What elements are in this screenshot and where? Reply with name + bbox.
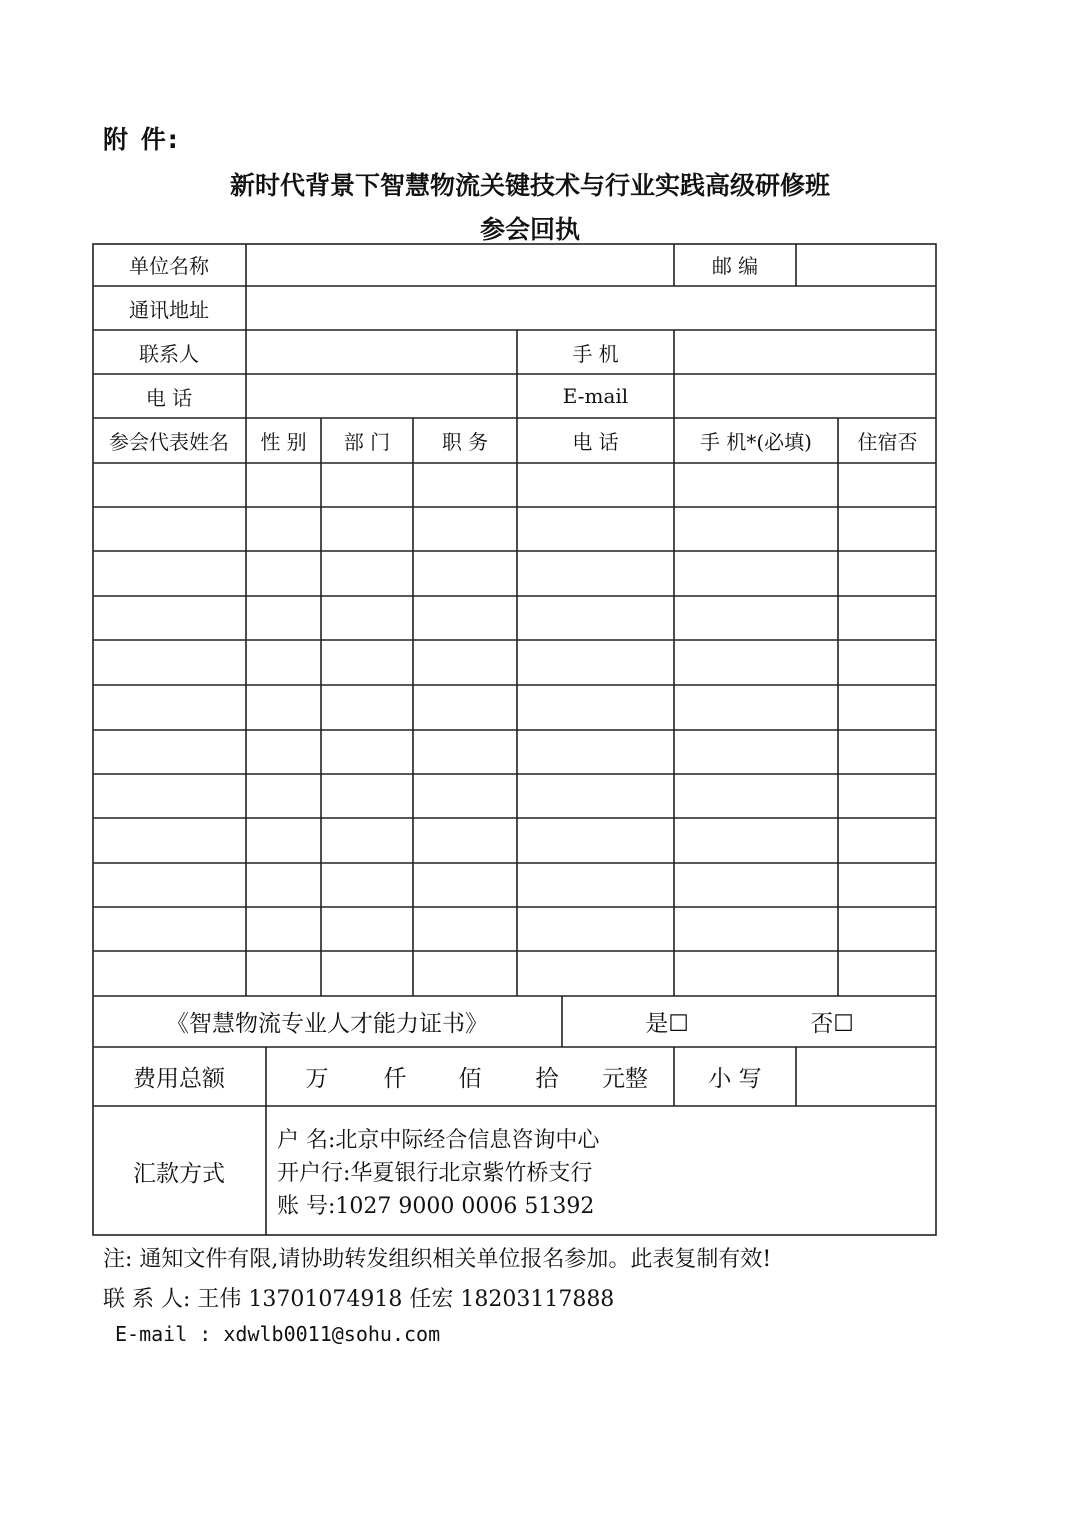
contact-field[interactable]: [246, 330, 517, 374]
mobile-field[interactable]: [674, 330, 937, 374]
certificate-label: 《智慧物流专业人才能力证书》: [166, 1011, 488, 1037]
account-name: 户 名:北京中际经合信息咨询中心: [277, 1128, 600, 1153]
postcode-field[interactable]: [796, 243, 937, 286]
label-fee-small: 小 写: [708, 1066, 762, 1092]
label-postcode: 邮 编: [711, 254, 759, 278]
label-address: 通讯地址: [129, 297, 209, 322]
certificate-no-checkbox[interactable]: 否☐: [810, 1011, 854, 1037]
fee-unit-bai: 佰: [458, 1066, 482, 1092]
delegate-rows[interactable]: [92, 463, 937, 996]
column-header: 住宿否: [857, 430, 918, 454]
column-header: 手 机*(必填): [700, 430, 812, 454]
fee-unit-qian: 仟: [383, 1066, 407, 1092]
fee-unit-shi: 拾: [535, 1066, 559, 1092]
fee-unit-wan: 万: [305, 1066, 329, 1092]
column-header: 电 话: [572, 430, 619, 454]
label-fee-total: 费用总额: [133, 1066, 225, 1092]
footer-contacts: 联 系 人: 王伟 13701074918 任宏 18203117888: [103, 1287, 615, 1312]
label-phone: 电 话: [145, 385, 193, 410]
document-title: 新时代背景下智慧物流关键技术与行业实践高级研修班: [229, 171, 830, 200]
attachment-label: 附 件:: [103, 125, 180, 154]
document-subtitle: 参会回执: [479, 215, 580, 244]
column-header: 性 别: [260, 430, 307, 454]
label-contact: 联系人: [139, 341, 199, 366]
label-mobile: 手 机: [572, 341, 619, 366]
label-email: E-mail: [562, 384, 629, 408]
label-payment-method: 汇款方式: [133, 1160, 225, 1187]
label-unit-name: 单位名称: [129, 254, 209, 278]
address-field[interactable]: [246, 286, 937, 330]
certificate-yes-checkbox[interactable]: 是☐: [645, 1011, 689, 1037]
account-number: 账 号:1027 9000 0006 51392: [277, 1194, 595, 1219]
footer-note: 注: 通知文件有限,请协助转发组织相关单位报名参加。此表复制有效!: [103, 1247, 772, 1272]
column-header: 部 门: [343, 430, 391, 454]
phone-field[interactable]: [246, 374, 517, 418]
registration-form: [92, 243, 937, 1236]
column-header: 职 务: [441, 430, 489, 454]
unit-name-field[interactable]: [246, 243, 674, 286]
fee-unit-yuan: 元整: [602, 1066, 648, 1092]
email-field[interactable]: [674, 374, 937, 418]
bank-name: 开户行:华夏银行北京紫竹桥支行: [277, 1161, 593, 1186]
fee-small-field[interactable]: [796, 1047, 937, 1106]
column-header: 参会代表姓名: [109, 430, 229, 454]
footer-email: E-mail : xdwlb0011@sohu.com: [115, 1322, 441, 1346]
